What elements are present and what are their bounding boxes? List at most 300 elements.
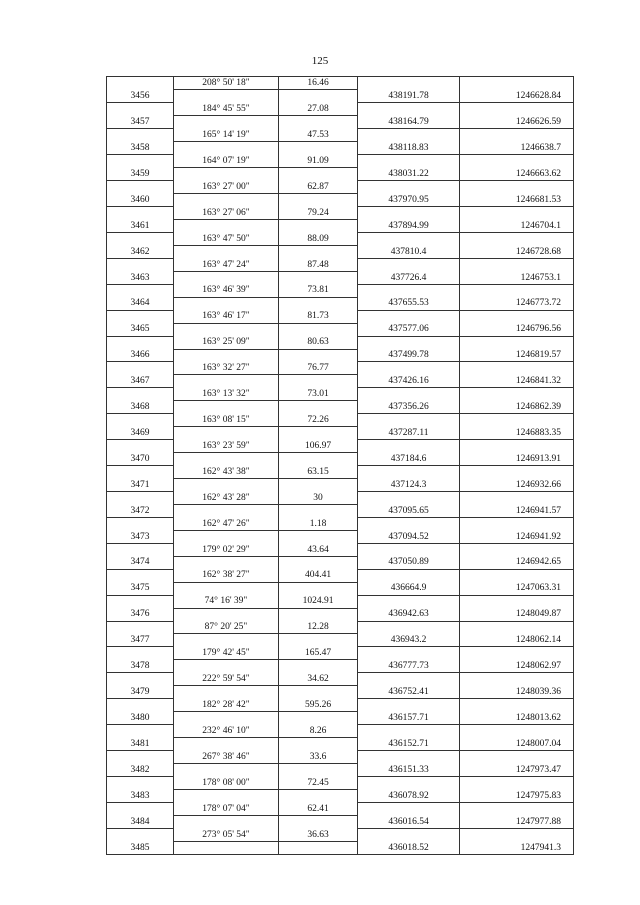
point-row: [107, 764, 574, 777]
line-row: [107, 725, 574, 738]
line-row: [107, 336, 574, 349]
empty-cell: [174, 634, 279, 647]
empty-cell: [460, 673, 574, 686]
x-coordinate-cell: 436157.71: [358, 712, 460, 725]
empty-cell: [107, 336, 174, 349]
line-row: [107, 129, 574, 142]
empty-cell: [460, 466, 574, 479]
empty-cell: [107, 103, 174, 116]
empty-cell: [174, 712, 279, 725]
empty-cell: [279, 401, 358, 414]
empty-cell: [279, 479, 358, 492]
x-coordinate-cell: 436777.73: [358, 660, 460, 673]
empty-cell: [107, 207, 174, 220]
point-row: [107, 841, 574, 854]
empty-cell: [174, 168, 279, 181]
point-row: [107, 401, 574, 414]
x-coordinate-cell: 438191.78: [358, 90, 460, 103]
distance-cell: 36.63: [279, 828, 358, 841]
empty-cell: [358, 595, 460, 608]
x-coordinate-cell: 438164.79: [358, 116, 460, 129]
empty-cell: [174, 245, 279, 258]
point-row: [107, 634, 574, 647]
empty-cell: [174, 427, 279, 440]
distance-cell: 30: [279, 492, 358, 505]
point-id-cell: 3461: [107, 219, 174, 232]
empty-cell: [107, 725, 174, 738]
x-coordinate-cell: 437124.3: [358, 479, 460, 492]
angle-cell: 162° 47' 26": [174, 517, 279, 530]
point-id-cell: 3460: [107, 194, 174, 207]
y-coordinate-cell: 1246841.32: [460, 375, 574, 388]
empty-cell: [279, 686, 358, 699]
line-row: [107, 751, 574, 764]
empty-cell: [279, 375, 358, 388]
line-row: [107, 673, 574, 686]
empty-cell: [460, 232, 574, 245]
empty-cell: [358, 77, 460, 90]
angle-cell: 163° 23' 59": [174, 440, 279, 453]
angle-cell: 163° 46' 39": [174, 284, 279, 297]
coordinates-table: [106, 76, 574, 855]
x-coordinate-cell: 436752.41: [358, 686, 460, 699]
y-coordinate-cell: 1246773.72: [460, 297, 574, 310]
angle-cell: 165° 14' 19": [174, 129, 279, 142]
y-coordinate-cell: 1246626.59: [460, 116, 574, 129]
empty-cell: [107, 621, 174, 634]
line-row: [107, 543, 574, 556]
line-row: [107, 207, 574, 220]
point-id-cell: 3477: [107, 634, 174, 647]
distance-cell: 43.64: [279, 543, 358, 556]
empty-cell: [174, 142, 279, 155]
point-id-cell: 3483: [107, 789, 174, 802]
angle-cell: 273° 05' 54": [174, 828, 279, 841]
line-row: [107, 284, 574, 297]
point-id-cell: 3466: [107, 349, 174, 362]
empty-cell: [358, 207, 460, 220]
empty-cell: [107, 776, 174, 789]
x-coordinate-cell: 437094.52: [358, 530, 460, 543]
empty-cell: [279, 168, 358, 181]
empty-cell: [358, 725, 460, 738]
page-number: 125: [311, 55, 329, 67]
distance-cell: 1.18: [279, 517, 358, 530]
angle-cell: 162° 43' 28": [174, 492, 279, 505]
point-row: [107, 608, 574, 621]
empty-cell: [358, 647, 460, 660]
point-row: [107, 194, 574, 207]
point-id-cell: 3474: [107, 556, 174, 569]
point-id-cell: 3482: [107, 764, 174, 777]
empty-cell: [279, 634, 358, 647]
x-coordinate-cell: 437810.4: [358, 245, 460, 258]
angle-cell: 179° 42' 45": [174, 647, 279, 660]
x-coordinate-cell: 437726.4: [358, 271, 460, 284]
empty-cell: [358, 673, 460, 686]
empty-cell: [358, 466, 460, 479]
y-coordinate-cell: 1248007.04: [460, 738, 574, 751]
empty-cell: [279, 738, 358, 751]
empty-cell: [279, 349, 358, 362]
empty-cell: [279, 427, 358, 440]
empty-cell: [358, 155, 460, 168]
empty-cell: [174, 297, 279, 310]
empty-cell: [460, 103, 574, 116]
line-row: [107, 517, 574, 530]
angle-cell: 178° 07' 04": [174, 802, 279, 815]
y-coordinate-cell: 1248013.62: [460, 712, 574, 725]
y-coordinate-cell: 1248062.97: [460, 660, 574, 673]
line-row: [107, 699, 574, 712]
x-coordinate-cell: 438031.22: [358, 168, 460, 181]
point-row: [107, 323, 574, 336]
empty-cell: [107, 284, 174, 297]
distance-cell: 73.01: [279, 388, 358, 401]
point-row: [107, 582, 574, 595]
point-row: [107, 427, 574, 440]
empty-cell: [460, 569, 574, 582]
x-coordinate-cell: 436151.33: [358, 764, 460, 777]
empty-cell: [460, 699, 574, 712]
empty-cell: [174, 219, 279, 232]
line-row: [107, 310, 574, 323]
empty-cell: [279, 323, 358, 336]
line-row: [107, 440, 574, 453]
point-row: [107, 297, 574, 310]
empty-cell: [279, 245, 358, 258]
point-row: [107, 530, 574, 543]
empty-cell: [174, 90, 279, 103]
point-id-cell: 3481: [107, 738, 174, 751]
empty-cell: [107, 647, 174, 660]
empty-cell: [460, 621, 574, 634]
empty-cell: [174, 530, 279, 543]
x-coordinate-cell: 437356.26: [358, 401, 460, 414]
empty-cell: [460, 77, 574, 90]
empty-cell: [107, 155, 174, 168]
empty-cell: [107, 181, 174, 194]
empty-cell: [460, 129, 574, 142]
line-row: [107, 362, 574, 375]
point-row: [107, 815, 574, 828]
point-id-cell: 3467: [107, 375, 174, 388]
x-coordinate-cell: 437577.06: [358, 323, 460, 336]
empty-cell: [460, 802, 574, 815]
empty-cell: [460, 388, 574, 401]
empty-cell: [107, 77, 174, 90]
empty-cell: [460, 751, 574, 764]
empty-cell: [358, 621, 460, 634]
empty-cell: [279, 219, 358, 232]
distance-cell: 16.46: [279, 77, 358, 90]
empty-cell: [358, 103, 460, 116]
empty-cell: [460, 492, 574, 505]
y-coordinate-cell: 1248039.36: [460, 686, 574, 699]
line-row: [107, 232, 574, 245]
distance-cell: 62.87: [279, 181, 358, 194]
x-coordinate-cell: 437184.6: [358, 453, 460, 466]
empty-cell: [358, 699, 460, 712]
point-id-cell: 3475: [107, 582, 174, 595]
line-row: [107, 569, 574, 582]
distance-cell: 88.09: [279, 232, 358, 245]
point-id-cell: 3485: [107, 841, 174, 854]
point-row: [107, 142, 574, 155]
empty-cell: [107, 414, 174, 427]
point-row: [107, 479, 574, 492]
angle-cell: 222° 59' 54": [174, 673, 279, 686]
point-id-cell: 3478: [107, 660, 174, 673]
distance-cell: 1024.91: [279, 595, 358, 608]
empty-cell: [174, 194, 279, 207]
empty-cell: [460, 440, 574, 453]
line-row: [107, 776, 574, 789]
empty-cell: [107, 517, 174, 530]
point-row: [107, 168, 574, 181]
y-coordinate-cell: 1248049.87: [460, 608, 574, 621]
distance-cell: 79.24: [279, 207, 358, 220]
x-coordinate-cell: 436016.54: [358, 815, 460, 828]
angle-cell: 163° 27' 06": [174, 207, 279, 220]
empty-cell: [174, 116, 279, 129]
empty-cell: [460, 828, 574, 841]
empty-cell: [174, 764, 279, 777]
y-coordinate-cell: 1246663.62: [460, 168, 574, 181]
point-id-cell: 3462: [107, 245, 174, 258]
empty-cell: [460, 517, 574, 530]
point-row: [107, 90, 574, 103]
y-coordinate-cell: 1246819.57: [460, 349, 574, 362]
empty-cell: [279, 608, 358, 621]
empty-cell: [107, 232, 174, 245]
point-row: [107, 504, 574, 517]
empty-cell: [460, 258, 574, 271]
empty-cell: [107, 440, 174, 453]
line-row: [107, 647, 574, 660]
angle-cell: 74° 16' 39": [174, 595, 279, 608]
point-row: [107, 712, 574, 725]
empty-cell: [279, 271, 358, 284]
line-row: [107, 595, 574, 608]
angle-cell: 208° 50' 18": [174, 77, 279, 90]
empty-cell: [279, 90, 358, 103]
empty-cell: [174, 271, 279, 284]
empty-cell: [460, 155, 574, 168]
empty-cell: [460, 647, 574, 660]
empty-cell: [279, 556, 358, 569]
empty-cell: [279, 712, 358, 725]
empty-cell: [174, 608, 279, 621]
distance-cell: 63.15: [279, 466, 358, 479]
empty-cell: [358, 802, 460, 815]
angle-cell: 163° 46' 17": [174, 310, 279, 323]
distance-cell: 165.47: [279, 647, 358, 660]
x-coordinate-cell: 437050.89: [358, 556, 460, 569]
distance-cell: 12.28: [279, 621, 358, 634]
y-coordinate-cell: 1247973.47: [460, 764, 574, 777]
empty-cell: [358, 543, 460, 556]
distance-cell: 8.26: [279, 725, 358, 738]
empty-cell: [174, 401, 279, 414]
y-coordinate-cell: 1247941.3: [460, 841, 574, 854]
line-row: [107, 828, 574, 841]
y-coordinate-cell: 1246913.91: [460, 453, 574, 466]
empty-cell: [358, 414, 460, 427]
empty-cell: [460, 595, 574, 608]
distance-cell: 73.81: [279, 284, 358, 297]
point-id-cell: 3456: [107, 90, 174, 103]
y-coordinate-cell: 1246932.66: [460, 479, 574, 492]
empty-cell: [460, 414, 574, 427]
empty-cell: [174, 738, 279, 751]
angle-cell: 163° 47' 50": [174, 232, 279, 245]
empty-cell: [279, 116, 358, 129]
empty-cell: [174, 556, 279, 569]
empty-cell: [460, 310, 574, 323]
angle-cell: 267° 38' 46": [174, 751, 279, 764]
empty-cell: [107, 258, 174, 271]
line-row: [107, 155, 574, 168]
point-row: [107, 116, 574, 129]
empty-cell: [279, 789, 358, 802]
point-id-cell: 3471: [107, 479, 174, 492]
empty-cell: [279, 142, 358, 155]
y-coordinate-cell: 1246638.7: [460, 142, 574, 155]
empty-cell: [460, 543, 574, 556]
empty-cell: [358, 232, 460, 245]
empty-cell: [174, 375, 279, 388]
empty-cell: [358, 388, 460, 401]
line-row: [107, 466, 574, 479]
point-row: [107, 660, 574, 673]
y-coordinate-cell: 1246883.35: [460, 427, 574, 440]
point-id-cell: 3457: [107, 116, 174, 129]
line-row: [107, 492, 574, 505]
line-row: [107, 621, 574, 634]
point-row: [107, 686, 574, 699]
empty-cell: [460, 725, 574, 738]
empty-cell: [358, 310, 460, 323]
empty-cell: [460, 181, 574, 194]
x-coordinate-cell: 437970.95: [358, 194, 460, 207]
empty-cell: [358, 284, 460, 297]
y-coordinate-cell: 1246941.92: [460, 530, 574, 543]
x-coordinate-cell: 436018.52: [358, 841, 460, 854]
x-coordinate-cell: 437499.78: [358, 349, 460, 362]
line-row: [107, 77, 574, 90]
empty-cell: [358, 517, 460, 530]
y-coordinate-cell: 1246862.39: [460, 401, 574, 414]
distance-cell: 91.09: [279, 155, 358, 168]
angle-cell: 232° 46' 10": [174, 725, 279, 738]
empty-cell: [107, 595, 174, 608]
x-coordinate-cell: 437095.65: [358, 504, 460, 517]
empty-cell: [174, 349, 279, 362]
empty-cell: [279, 194, 358, 207]
angle-cell: 163° 08' 15": [174, 414, 279, 427]
angle-cell: 163° 27' 00": [174, 181, 279, 194]
empty-cell: [279, 530, 358, 543]
y-coordinate-cell: 1247063.31: [460, 582, 574, 595]
empty-cell: [279, 660, 358, 673]
y-coordinate-cell: 1246704.1: [460, 219, 574, 232]
distance-cell: 106.97: [279, 440, 358, 453]
point-id-cell: 3469: [107, 427, 174, 440]
empty-cell: [460, 336, 574, 349]
empty-cell: [107, 828, 174, 841]
point-row: [107, 556, 574, 569]
y-coordinate-cell: 1246753.1: [460, 271, 574, 284]
empty-cell: [358, 181, 460, 194]
point-row: [107, 453, 574, 466]
empty-cell: [107, 362, 174, 375]
distance-cell: 87.48: [279, 258, 358, 271]
y-coordinate-cell: 1246941.57: [460, 504, 574, 517]
y-coordinate-cell: 1247975.83: [460, 789, 574, 802]
distance-cell: 404.41: [279, 569, 358, 582]
angle-cell: 182° 28' 42": [174, 699, 279, 712]
empty-cell: [174, 660, 279, 673]
point-id-cell: 3463: [107, 271, 174, 284]
empty-cell: [174, 323, 279, 336]
angle-cell: 163° 25' 09": [174, 336, 279, 349]
angle-cell: 162° 43' 38": [174, 466, 279, 479]
empty-cell: [279, 453, 358, 466]
point-id-cell: 3470: [107, 453, 174, 466]
empty-cell: [358, 776, 460, 789]
point-row: [107, 271, 574, 284]
point-id-cell: 3468: [107, 401, 174, 414]
point-id-cell: 3458: [107, 142, 174, 155]
empty-cell: [107, 543, 174, 556]
distance-cell: 47.53: [279, 129, 358, 142]
empty-cell: [358, 440, 460, 453]
distance-cell: 27.08: [279, 103, 358, 116]
angle-cell: 164° 07' 19": [174, 155, 279, 168]
distance-cell: 34.62: [279, 673, 358, 686]
distance-cell: 72.45: [279, 776, 358, 789]
empty-cell: [174, 479, 279, 492]
point-id-cell: 3484: [107, 815, 174, 828]
x-coordinate-cell: 436078.92: [358, 789, 460, 802]
empty-cell: [279, 582, 358, 595]
empty-cell: [107, 388, 174, 401]
x-coordinate-cell: 436152.71: [358, 738, 460, 751]
point-row: [107, 219, 574, 232]
angle-cell: 163° 13' 32": [174, 388, 279, 401]
point-row: [107, 245, 574, 258]
y-coordinate-cell: 1246728.68: [460, 245, 574, 258]
empty-cell: [460, 362, 574, 375]
point-id-cell: 3465: [107, 323, 174, 336]
angle-cell: 163° 47' 24": [174, 258, 279, 271]
empty-cell: [107, 751, 174, 764]
point-row: [107, 375, 574, 388]
point-id-cell: 3464: [107, 297, 174, 310]
empty-cell: [107, 673, 174, 686]
distance-cell: 595.26: [279, 699, 358, 712]
empty-cell: [107, 466, 174, 479]
x-coordinate-cell: 437655.53: [358, 297, 460, 310]
x-coordinate-cell: 437894.99: [358, 219, 460, 232]
x-coordinate-cell: 436664.9: [358, 582, 460, 595]
angle-cell: 179° 02' 29": [174, 543, 279, 556]
x-coordinate-cell: 437426.16: [358, 375, 460, 388]
empty-cell: [174, 815, 279, 828]
line-row: [107, 388, 574, 401]
x-coordinate-cell: 437287.11: [358, 427, 460, 440]
